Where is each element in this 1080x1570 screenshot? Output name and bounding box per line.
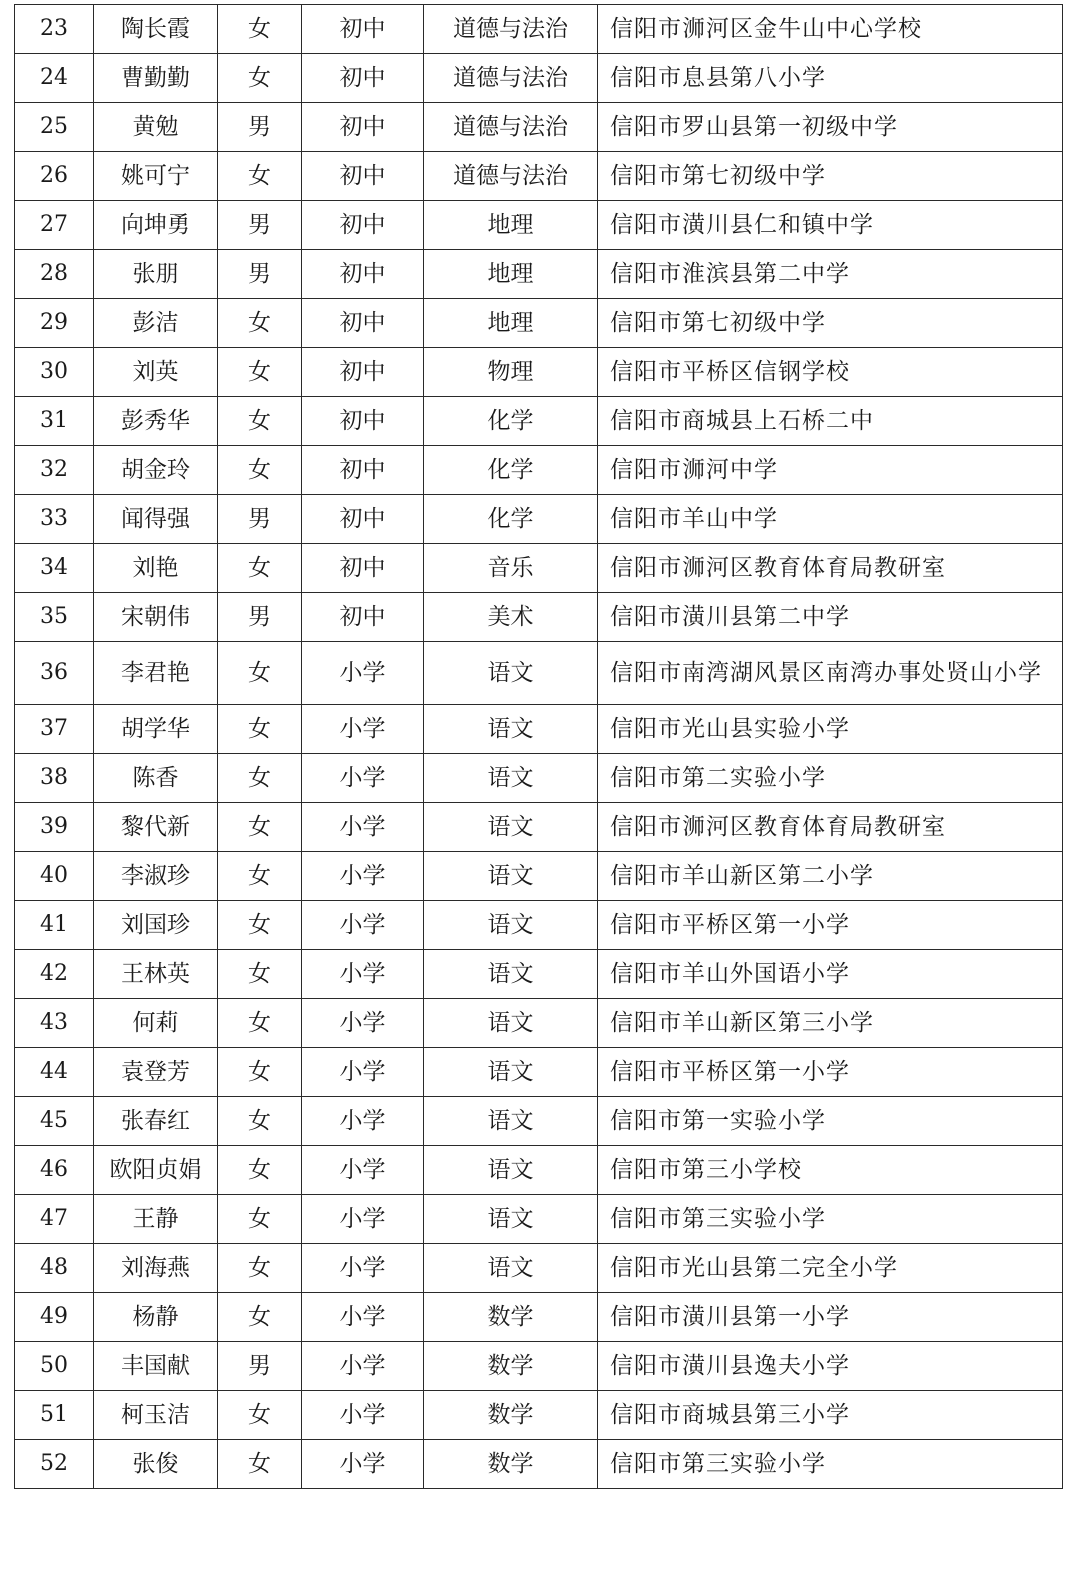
table-row: [15, 5, 1063, 54]
school-name-cell: 信阳市南湾湖风景区南湾办事处贤山小学: [598, 642, 1063, 705]
school-level-cell: 小学: [302, 1195, 424, 1244]
table-row: [15, 705, 1063, 754]
table-row: [15, 495, 1063, 544]
teacher-name-cell: 杨静: [94, 1293, 218, 1342]
school-level-cell: 小学: [302, 642, 424, 705]
gender-cell: 女: [218, 950, 302, 999]
table-row: [15, 1097, 1063, 1146]
table-row: [15, 348, 1063, 397]
gender-cell: 女: [218, 1244, 302, 1293]
row-number-cell: 41: [15, 901, 94, 950]
table-row: [15, 593, 1063, 642]
teacher-name-cell: 丰国献: [94, 1342, 218, 1391]
teacher-name-cell: 何莉: [94, 999, 218, 1048]
school-level-cell: 小学: [302, 1391, 424, 1440]
school-name-cell: 信阳市第七初级中学: [598, 152, 1063, 201]
school-level-cell: 小学: [302, 1097, 424, 1146]
school-level-cell: 小学: [302, 754, 424, 803]
school-level-cell: 小学: [302, 1440, 424, 1489]
gender-cell: 女: [218, 754, 302, 803]
subject-cell: 化学: [424, 446, 598, 495]
gender-cell: 女: [218, 1097, 302, 1146]
subject-cell: 语文: [424, 1195, 598, 1244]
row-number-cell: 26: [15, 152, 94, 201]
subject-cell: 地理: [424, 299, 598, 348]
teacher-name-cell: 陶长霞: [94, 5, 218, 54]
teacher-name-cell: 黄勉: [94, 103, 218, 152]
subject-cell: 物理: [424, 348, 598, 397]
row-number-cell: 52: [15, 1440, 94, 1489]
school-level-cell: 小学: [302, 1048, 424, 1097]
teacher-name-cell: 张俊: [94, 1440, 218, 1489]
school-level-cell: 初中: [302, 54, 424, 103]
subject-cell: 道德与法治: [424, 152, 598, 201]
table-row: [15, 1195, 1063, 1244]
teacher-name-cell: 曹勤勤: [94, 54, 218, 103]
row-number-cell: 29: [15, 299, 94, 348]
table-row: [15, 1391, 1063, 1440]
teacher-name-cell: 袁登芳: [94, 1048, 218, 1097]
subject-cell: 美术: [424, 593, 598, 642]
row-number-cell: 23: [15, 5, 94, 54]
gender-cell: 女: [218, 999, 302, 1048]
gender-cell: 男: [218, 593, 302, 642]
subject-cell: 化学: [424, 397, 598, 446]
row-number-cell: 38: [15, 754, 94, 803]
school-name-cell: 信阳市罗山县第一初级中学: [598, 103, 1063, 152]
school-level-cell: 初中: [302, 495, 424, 544]
subject-cell: 音乐: [424, 544, 598, 593]
teacher-name-cell: 刘艳: [94, 544, 218, 593]
school-name-cell: 信阳市第七初级中学: [598, 299, 1063, 348]
subject-cell: 语文: [424, 950, 598, 999]
school-name-cell: 信阳市羊山外国语小学: [598, 950, 1063, 999]
teacher-name-cell: 王静: [94, 1195, 218, 1244]
gender-cell: 男: [218, 103, 302, 152]
gender-cell: 女: [218, 397, 302, 446]
school-level-cell: 小学: [302, 1244, 424, 1293]
school-name-cell: 信阳市商城县第三小学: [598, 1391, 1063, 1440]
gender-cell: 女: [218, 852, 302, 901]
teacher-name-cell: 闻得强: [94, 495, 218, 544]
roster-body: [15, 5, 1063, 1489]
row-number-cell: 35: [15, 593, 94, 642]
row-number-cell: 51: [15, 1391, 94, 1440]
teacher-name-cell: 张朋: [94, 250, 218, 299]
table-row: [15, 152, 1063, 201]
subject-cell: 地理: [424, 250, 598, 299]
subject-cell: 道德与法治: [424, 103, 598, 152]
subject-cell: 数学: [424, 1342, 598, 1391]
row-number-cell: 31: [15, 397, 94, 446]
row-number-cell: 42: [15, 950, 94, 999]
table-row: [15, 103, 1063, 152]
school-name-cell: 信阳市潢川县逸夫小学: [598, 1342, 1063, 1391]
gender-cell: 男: [218, 495, 302, 544]
school-level-cell: 小学: [302, 950, 424, 999]
gender-cell: 女: [218, 1391, 302, 1440]
gender-cell: 女: [218, 446, 302, 495]
gender-cell: 男: [218, 250, 302, 299]
gender-cell: 女: [218, 54, 302, 103]
school-name-cell: 信阳市第二实验小学: [598, 754, 1063, 803]
gender-cell: 女: [218, 1293, 302, 1342]
table-row: [15, 1440, 1063, 1489]
gender-cell: 女: [218, 1048, 302, 1097]
subject-cell: 语文: [424, 1146, 598, 1195]
table-row: [15, 852, 1063, 901]
table-row: [15, 299, 1063, 348]
school-name-cell: 信阳市平桥区第一小学: [598, 1048, 1063, 1097]
gender-cell: 女: [218, 152, 302, 201]
row-number-cell: 25: [15, 103, 94, 152]
subject-cell: 语文: [424, 1048, 598, 1097]
teacher-name-cell: 黎代新: [94, 803, 218, 852]
subject-cell: 数学: [424, 1293, 598, 1342]
gender-cell: 女: [218, 1440, 302, 1489]
teacher-name-cell: 刘英: [94, 348, 218, 397]
school-name-cell: 信阳市羊山新区第二小学: [598, 852, 1063, 901]
school-name-cell: 信阳市浉河区金牛山中心学校: [598, 5, 1063, 54]
subject-cell: 语文: [424, 901, 598, 950]
school-name-cell: 信阳市第三实验小学: [598, 1440, 1063, 1489]
table-row: [15, 1048, 1063, 1097]
row-number-cell: 46: [15, 1146, 94, 1195]
subject-cell: 道德与法治: [424, 5, 598, 54]
school-level-cell: 初中: [302, 299, 424, 348]
gender-cell: 女: [218, 901, 302, 950]
school-level-cell: 小学: [302, 852, 424, 901]
school-level-cell: 小学: [302, 1146, 424, 1195]
teacher-name-cell: 宋朝伟: [94, 593, 218, 642]
school-level-cell: 小学: [302, 1293, 424, 1342]
row-number-cell: 49: [15, 1293, 94, 1342]
subject-cell: 地理: [424, 201, 598, 250]
gender-cell: 男: [218, 1342, 302, 1391]
school-level-cell: 初中: [302, 5, 424, 54]
gender-cell: 女: [218, 544, 302, 593]
teacher-name-cell: 陈香: [94, 754, 218, 803]
school-name-cell: 信阳市光山县第二完全小学: [598, 1244, 1063, 1293]
gender-cell: 女: [218, 803, 302, 852]
gender-cell: 女: [218, 1146, 302, 1195]
subject-cell: 语文: [424, 803, 598, 852]
subject-cell: 语文: [424, 754, 598, 803]
table-row: [15, 901, 1063, 950]
teacher-name-cell: 胡学华: [94, 705, 218, 754]
teacher-name-cell: 欧阳贞娟: [94, 1146, 218, 1195]
row-number-cell: 47: [15, 1195, 94, 1244]
school-name-cell: 信阳市第三实验小学: [598, 1195, 1063, 1244]
table-row: [15, 754, 1063, 803]
row-number-cell: 39: [15, 803, 94, 852]
row-number-cell: 48: [15, 1244, 94, 1293]
school-name-cell: 信阳市第三小学校: [598, 1146, 1063, 1195]
school-level-cell: 小学: [302, 999, 424, 1048]
school-name-cell: 信阳市羊山新区第三小学: [598, 999, 1063, 1048]
table-row: [15, 950, 1063, 999]
school-name-cell: 信阳市羊山中学: [598, 495, 1063, 544]
gender-cell: 女: [218, 1195, 302, 1244]
school-level-cell: 初中: [302, 544, 424, 593]
teacher-name-cell: 彭洁: [94, 299, 218, 348]
table-row: [15, 397, 1063, 446]
table-row: [15, 250, 1063, 299]
school-level-cell: 初中: [302, 201, 424, 250]
row-number-cell: 44: [15, 1048, 94, 1097]
subject-cell: 语文: [424, 999, 598, 1048]
school-name-cell: 信阳市淮滨县第二中学: [598, 250, 1063, 299]
table-row: [15, 999, 1063, 1048]
school-name-cell: 信阳市第一实验小学: [598, 1097, 1063, 1146]
gender-cell: 女: [218, 348, 302, 397]
school-level-cell: 初中: [302, 593, 424, 642]
teacher-name-cell: 胡金玲: [94, 446, 218, 495]
table-row: [15, 642, 1063, 705]
subject-cell: 道德与法治: [424, 54, 598, 103]
school-name-cell: 信阳市光山县实验小学: [598, 705, 1063, 754]
school-level-cell: 初中: [302, 446, 424, 495]
teacher-roster-table: [14, 4, 1063, 1489]
table-row: [15, 544, 1063, 593]
subject-cell: 语文: [424, 852, 598, 901]
gender-cell: 女: [218, 705, 302, 754]
school-name-cell: 信阳市平桥区第一小学: [598, 901, 1063, 950]
teacher-name-cell: 向坤勇: [94, 201, 218, 250]
table-row: [15, 1293, 1063, 1342]
row-number-cell: 33: [15, 495, 94, 544]
gender-cell: 女: [218, 5, 302, 54]
teacher-name-cell: 姚可宁: [94, 152, 218, 201]
row-number-cell: 30: [15, 348, 94, 397]
subject-cell: 语文: [424, 1097, 598, 1146]
row-number-cell: 40: [15, 852, 94, 901]
school-level-cell: 初中: [302, 397, 424, 446]
table-row: [15, 1146, 1063, 1195]
subject-cell: 数学: [424, 1440, 598, 1489]
school-level-cell: 小学: [302, 1342, 424, 1391]
teacher-name-cell: 刘国珍: [94, 901, 218, 950]
school-level-cell: 初中: [302, 250, 424, 299]
teacher-name-cell: 刘海燕: [94, 1244, 218, 1293]
row-number-cell: 50: [15, 1342, 94, 1391]
school-name-cell: 信阳市商城县上石桥二中: [598, 397, 1063, 446]
teacher-name-cell: 张春红: [94, 1097, 218, 1146]
subject-cell: 语文: [424, 1244, 598, 1293]
row-number-cell: 27: [15, 201, 94, 250]
row-number-cell: 34: [15, 544, 94, 593]
school-name-cell: 信阳市平桥区信钢学校: [598, 348, 1063, 397]
teacher-name-cell: 李淑珍: [94, 852, 218, 901]
school-name-cell: 信阳市潢川县仁和镇中学: [598, 201, 1063, 250]
row-number-cell: 32: [15, 446, 94, 495]
table-row: [15, 54, 1063, 103]
row-number-cell: 36: [15, 642, 94, 705]
teacher-name-cell: 彭秀华: [94, 397, 218, 446]
table-row: [15, 446, 1063, 495]
table-row: [15, 1244, 1063, 1293]
row-number-cell: 45: [15, 1097, 94, 1146]
school-name-cell: 信阳市潢川县第二中学: [598, 593, 1063, 642]
school-name-cell: 信阳市潢川县第一小学: [598, 1293, 1063, 1342]
school-level-cell: 初中: [302, 152, 424, 201]
gender-cell: 女: [218, 299, 302, 348]
row-number-cell: 37: [15, 705, 94, 754]
row-number-cell: 28: [15, 250, 94, 299]
school-level-cell: 初中: [302, 348, 424, 397]
gender-cell: 女: [218, 642, 302, 705]
school-name-cell: 信阳市浉河区教育体育局教研室: [598, 803, 1063, 852]
school-name-cell: 信阳市息县第八小学: [598, 54, 1063, 103]
subject-cell: 数学: [424, 1391, 598, 1440]
table-row: [15, 1342, 1063, 1391]
row-number-cell: 43: [15, 999, 94, 1048]
school-level-cell: 初中: [302, 103, 424, 152]
table-row: [15, 803, 1063, 852]
school-name-cell: 信阳市浉河区教育体育局教研室: [598, 544, 1063, 593]
teacher-name-cell: 柯玉洁: [94, 1391, 218, 1440]
school-level-cell: 小学: [302, 705, 424, 754]
table-row: [15, 201, 1063, 250]
subject-cell: 语文: [424, 705, 598, 754]
teacher-name-cell: 李君艳: [94, 642, 218, 705]
gender-cell: 男: [218, 201, 302, 250]
school-level-cell: 小学: [302, 901, 424, 950]
row-number-cell: 24: [15, 54, 94, 103]
school-level-cell: 小学: [302, 803, 424, 852]
subject-cell: 化学: [424, 495, 598, 544]
subject-cell: 语文: [424, 642, 598, 705]
teacher-name-cell: 王林英: [94, 950, 218, 999]
school-name-cell: 信阳市浉河中学: [598, 446, 1063, 495]
